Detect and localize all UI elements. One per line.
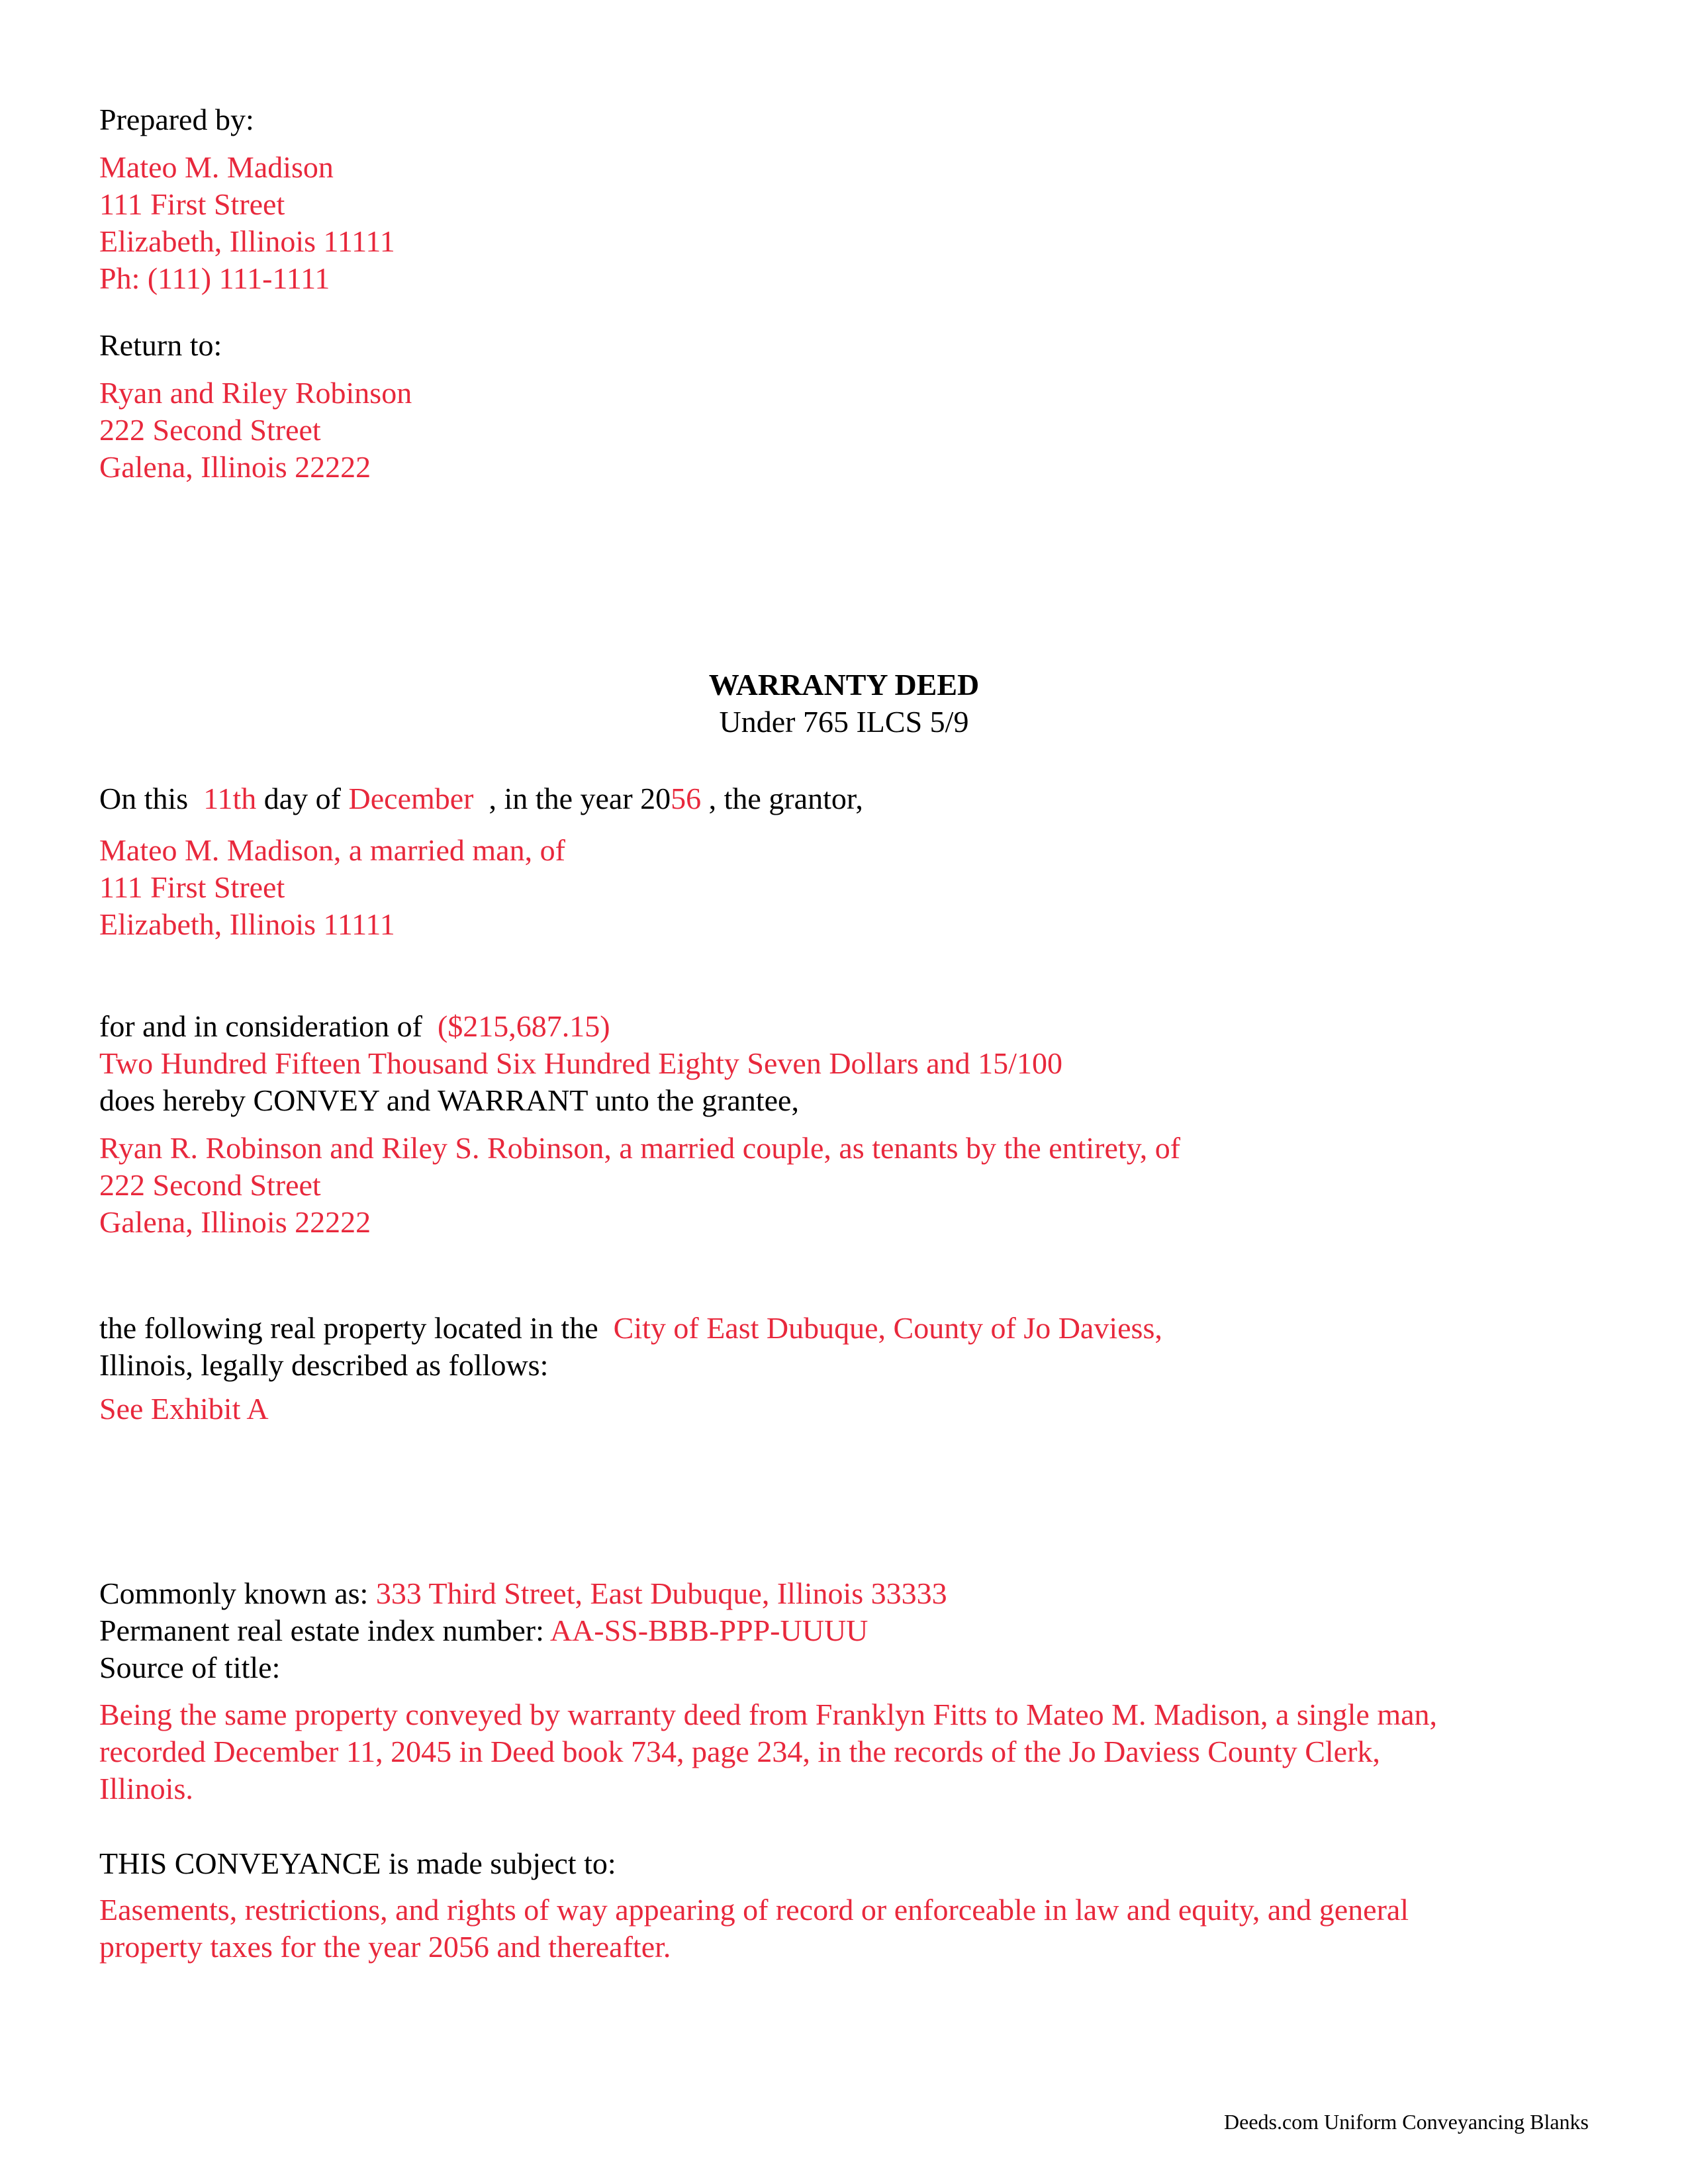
property-block: [99, 1310, 1162, 1428]
day-value: 11th: [203, 782, 257, 815]
deed-title-block: [0, 666, 1688, 741]
commonly-known-label: Commonly known as:: [99, 1576, 369, 1610]
prepared-by-label: Prepared by:: [99, 103, 254, 136]
grantor-name: Mateo M. Madison, a married man, of: [99, 833, 565, 867]
consideration-block: [99, 1008, 1062, 1119]
property-location: City of East Dubuque, County of Jo Daviess,: [613, 1311, 1162, 1345]
preparer-street: 111 First Street: [99, 187, 285, 221]
index-number-label: Permanent real estate index number:: [99, 1614, 544, 1647]
legal-description: See Exhibit A: [99, 1392, 269, 1426]
consideration-words: Two Hundred Fifteen Thousand Six Hundred Eighty Seven Dollars and 15/100: [99, 1046, 1062, 1080]
preparer-city: Elizabeth, Illinois 11111: [99, 224, 395, 258]
grantor-city: Elizabeth, Illinois 11111: [99, 907, 395, 941]
index-number-value: AA-SS-BBB-PPP-UUUU: [549, 1614, 868, 1647]
conveyance-label: THIS CONVEYANCE is made subject to:: [99, 1846, 616, 1880]
opening-line: [99, 780, 863, 817]
deed-title: WARRANTY DEED: [708, 668, 980, 702]
in-the-year-text: , in the year 20: [489, 782, 671, 815]
consideration-label: for and in consideration of: [99, 1009, 422, 1043]
return-to-label: Return to:: [99, 328, 222, 362]
grantor-block: [99, 832, 565, 943]
details-block: [99, 1575, 947, 1686]
the-grantor-text: , the grantor,: [708, 782, 863, 815]
prepared-by-section: [99, 101, 254, 138]
convey-text: does hereby CONVEY and WARRANT unto the grantee,: [99, 1083, 799, 1117]
return-to-city: Galena, Illinois 22222: [99, 450, 371, 484]
conveyance-block: [99, 1845, 616, 1882]
preparer-name: Mateo M. Madison: [99, 150, 334, 184]
year-suffix-value: 56: [671, 782, 702, 815]
source-line-3: Illinois.: [99, 1772, 193, 1805]
legal-description-label: Illinois, legally described as follows:: [99, 1348, 549, 1382]
month-value: December: [348, 782, 474, 815]
return-to-address: [99, 375, 412, 486]
return-to-section: [99, 327, 222, 364]
commonly-known-value: 333 Third Street, East Dubuque, Illinois 33333: [375, 1576, 947, 1610]
preparer-address: [99, 149, 395, 297]
conveyance-line-2: property taxes for the year 2056 and thereafter.: [99, 1930, 671, 1964]
source-line-2: recorded December 11, 2045 in Deed book 734, page 234, in the records of the Jo Daviess County Clerk,: [99, 1735, 1380, 1768]
source-of-title-label: Source of title:: [99, 1651, 281, 1684]
grantor-street: 111 First Street: [99, 870, 285, 904]
grantee-city: Galena, Illinois 22222: [99, 1205, 371, 1239]
grantee-street: 222 Second Street: [99, 1168, 321, 1202]
source-of-title-text: [99, 1696, 1437, 1807]
conveyance-terms: [99, 1891, 1409, 1966]
property-located-label: the following real property located in the: [99, 1311, 598, 1345]
conveyance-line-1: Easements, restrictions, and rights of way appearing of record or enforceable in law and equity, and general: [99, 1893, 1409, 1927]
consideration-amount: ($215,687.15): [437, 1009, 610, 1043]
on-this-text: On this: [99, 782, 189, 815]
footer-credit: Deeds.com Uniform Conveyancing Blanks: [1224, 2110, 1589, 2134]
grantee-block: [99, 1130, 1180, 1241]
preparer-phone: Ph: (111) 111-1111: [99, 261, 330, 295]
source-line-1: Being the same property conveyed by warranty deed from Franklyn Fitts to Mateo M. Madison, a single man,: [99, 1698, 1438, 1731]
return-to-name: Ryan and Riley Robinson: [99, 376, 412, 410]
deed-subtitle: Under 765 ILCS 5/9: [719, 705, 969, 739]
return-to-street: 222 Second Street: [99, 413, 321, 447]
day-of-text: day of: [263, 782, 342, 815]
grantee-name: Ryan R. Robinson and Riley S. Robinson, a married couple, as tenants by the entirety, of: [99, 1131, 1181, 1165]
